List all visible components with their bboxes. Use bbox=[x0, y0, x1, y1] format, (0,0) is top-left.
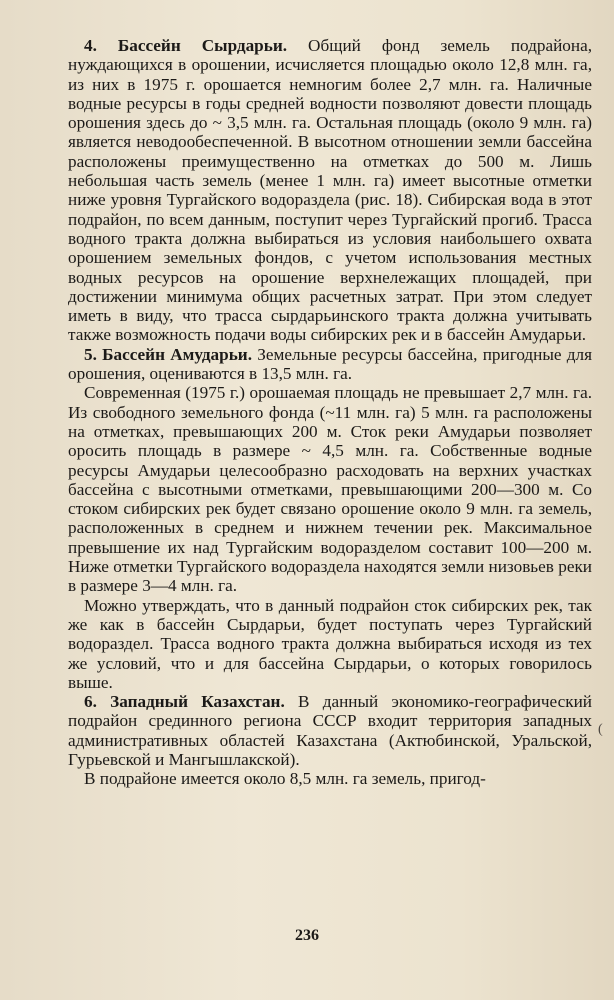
section-5-paragraph-3 bbox=[68, 596, 592, 692]
section-5-paragraph-2 bbox=[68, 383, 592, 595]
section-6-paragraph-2 bbox=[68, 769, 592, 788]
section-6-paragraph bbox=[68, 692, 592, 769]
section-5-heading: 5. Бассейн Амударьи. bbox=[84, 344, 252, 364]
section-5-text-3: Можно утверждать, что в данный подрайон сток сибирских рек, так же как в бассейн Сырдарьи, будет поступать через Тургайский водораздел. Трасса водного тракта должна выбираться исходя из тех же условий, что и для бассейна Сырдарьи, о которых говорилось выше. bbox=[68, 595, 592, 692]
section-4-text: Общий фонд земель подрайона, нуждающихся в орошении, исчисляется площадью около 12,8 млн. га, из них в 1975 г. орошается немногим более 2,7 млн. га. Наличные водные ресурсы в годы средней водности позволяют довести площадь орошения здесь до ~ 3,5 млн. га. Остальная площадь (около 9 млн. га) является неводообеспеченной. В высотном отношении земли бассейна расположены преимущественно на отметках до 500 м. Лишь небольшая часть земель (менее 1 млн. га) имеет высотные отметки ниже уровня Тургайского водораздела (рис. 18). Сибирская вода в этот подрайон, по всем данным, поступит через Тургайский прогиб. Трасса водного тракта должна выбираться из условия наибольшего охвата орошением земельных фондов, с учетом использования местных водных ресурсов на орошение верхнележащих площадей, при достижении минимума общих расчетных затрат. При этом следует иметь в виду, что трасса сырдарьинского тракта должна учитывать также возможность подачи воды сибирских рек и в бассейн Амударьи. bbox=[68, 36, 593, 345]
section-6-text: В данный экономико-географический подрайон срединного региона СССР входит территория западных административных областей Казахстана (Актюбинской, Уральской, Гурьевской и Мангышлакской). bbox=[68, 692, 592, 769]
section-5-text: Земельные ресурсы бассейна, пригодные для орошения, оцениваются в 13,5 млн. га. bbox=[68, 344, 593, 384]
section-5-paragraph bbox=[68, 345, 592, 384]
page-number: 236 bbox=[295, 927, 319, 944]
section-4-paragraph bbox=[68, 36, 592, 345]
section-4-heading: 4. Бассейн Сырдарьи. bbox=[84, 36, 288, 55]
section-6-heading: 6. Западный Казахстан. bbox=[84, 692, 285, 712]
page-text bbox=[68, 36, 592, 789]
section-5-text-2: Современная (1975 г.) орошаемая площадь не превышает 2,7 млн. га. Из свободного земельного фонда (~11 млн. га) 5 млн. га расположены на отметках, превышающих 200 м. Сток реки Амударьи позволяет оросить площадь в размере ~ 4,5 млн. га. Собственные водные ресурсы Амударьи целесообразно расходовать на верхних участках бассейна с высотными отметками, превышающими 200—300 м. Со стоком сибирских рек будет связано орошение около 9 млн. га земель, расположенных в среднем и нижнем течении рек. Максимальное превышение их над Тургайским водоразделом составит 100—200 м. Ниже отметки Тургайского водораздела находятся земли низовьев реки в размере 3—4 млн. га. bbox=[68, 383, 592, 596]
margin-pencil-mark: ( bbox=[598, 722, 603, 737]
section-6-text-2: В подрайоне имеется около 8,5 млн. га земель, пригод- bbox=[84, 769, 486, 789]
